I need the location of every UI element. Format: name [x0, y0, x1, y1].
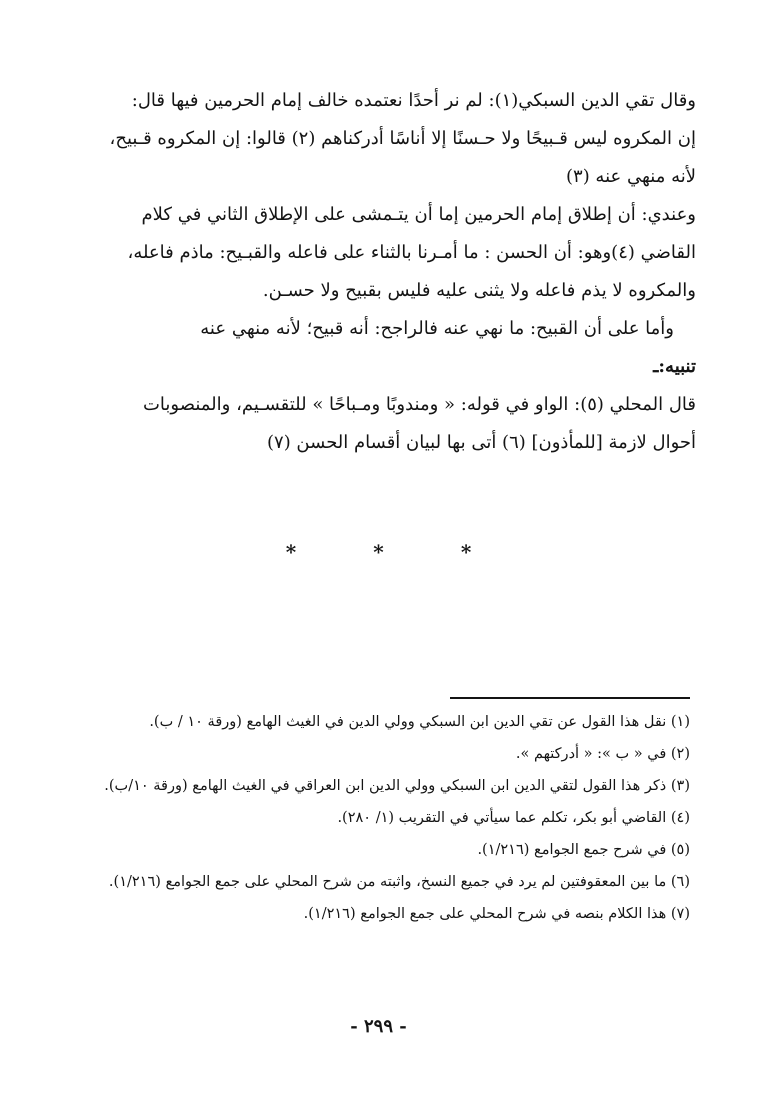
footnote-6: (٦) ما بين المعقوفتين لم يرد في جميع النسخ، واثبته من شرح المحلي على جمع الجوامع (١/٢١٦). — [108, 874, 690, 890]
body-line-3: لأنه منهي عنه (٣) — [565, 166, 696, 187]
asterisk-1: * — [285, 540, 297, 564]
body-line-9: قال المحلي (٥): الواو في قوله: « ومندوبًا ومـباحًا » للتقسـيم، والمنصوبات — [142, 394, 696, 415]
footnote-2: (٢) في « ب »: « أدركتهم ». — [515, 746, 690, 762]
footnote-5: (٥) في شرح جمع الجوامع (١/٢١٦). — [477, 842, 690, 858]
body-line-5: القاضي (٤)وهو: أن الحسن : ما أمـرنا بالثناء على فاعله والقبـيح: ماذم فاعله، — [127, 242, 696, 263]
asterisk-3: * — [460, 540, 472, 564]
footnote-7: (٧) هذا الكلام بنصه في شرح المحلي على جمع الجوامع (١/٢١٦). — [303, 906, 690, 922]
body-line-2: إن المكروه ليس قـبيحًا ولا حـسنًا إلا أناسًا أدركناهم (٢) قالوا: إن المكروه قـبيح، — [109, 128, 696, 149]
body-line-6: والمكروه لا يذم فاعله ولا يثنى عليه فليس بقبيح ولا حسـن. — [262, 280, 696, 301]
footnote-divider — [450, 697, 690, 699]
section-separator — [0, 540, 757, 564]
footnotes — [100, 706, 690, 930]
footnote-3: (٣) ذكر هذا القول لتقي الدين ابن السبكي وولي الدين ابن العراقي في الغيث الهامع (ورقة ١٠/ب). — [104, 778, 690, 794]
footnote-1: (١) نقل هذا القول عن تقي الدين ابن السبكي وولي الدين في الغيث الهامع (ورقة ١٠ / ب). — [149, 714, 690, 730]
body-line-7: وأما على أن القبيح: ما نهي عنه فالراجح: أنه قبيح؛ لأنه منهي عنه — [200, 318, 674, 339]
asterisk-2: * — [373, 540, 384, 564]
section-heading: تنبيه:ـ — [653, 356, 696, 377]
page-number: - ٢٩٩ - — [350, 1016, 407, 1037]
body-line-4: وعندي: أن إطلاق إمام الحرمين إما أن يتـمشى على الإطلاق الثاني في كلام — [141, 204, 696, 225]
footnote-4: (٤) القاضي أبو بكر، تكلم عما سيأتي في التقريب (١/ ٢٨٠). — [337, 810, 690, 826]
body-line-1: وقال تقي الدين السبكي(١): لم نر أحدًا نعتمده خالف إمام الحرمين فيها قال: — [131, 90, 696, 111]
main-text — [104, 82, 696, 462]
body-line-10: أحوال لازمة [للمأذون] (٦) أتى بها لبيان أقسام الحسن (٧) — [266, 432, 696, 453]
